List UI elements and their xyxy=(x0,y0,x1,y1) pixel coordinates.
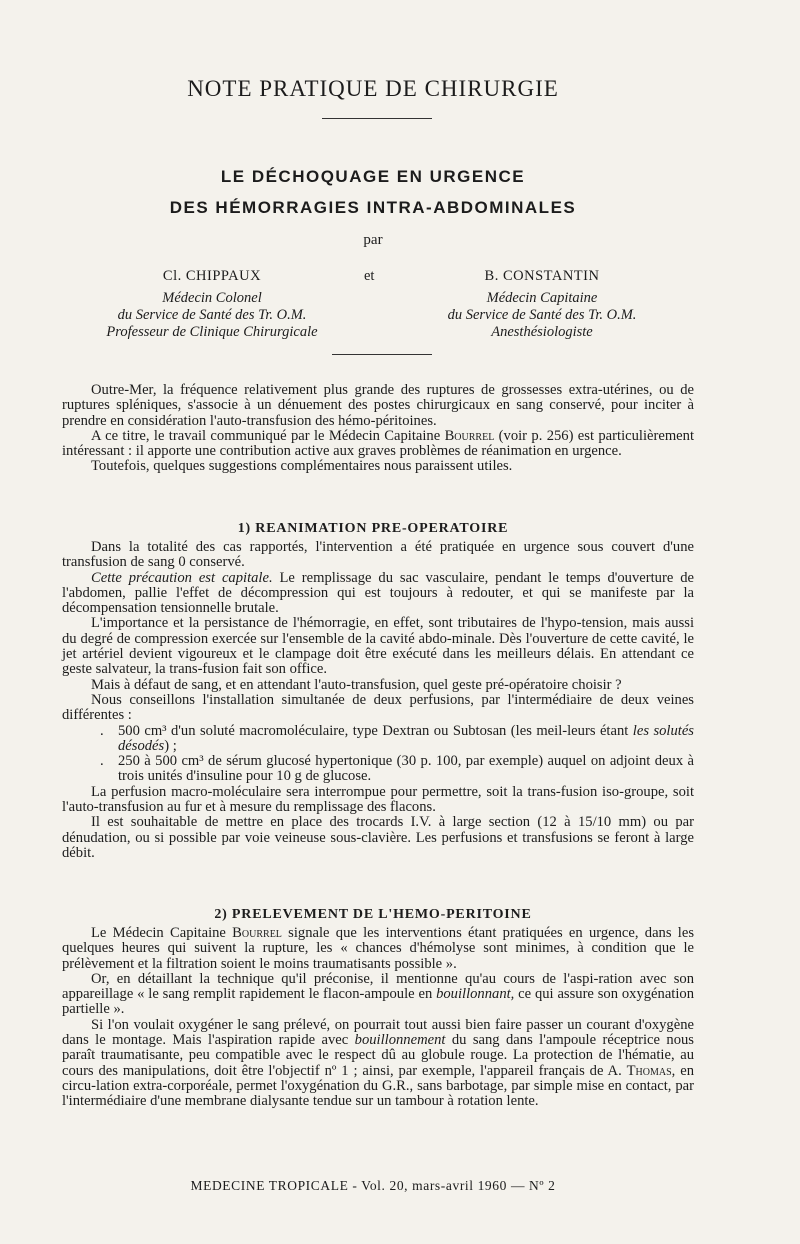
section-heading-2: 2) PRELEVEMENT DE L'HEMO-PERITOINE xyxy=(214,907,532,922)
paragraph: Il est souhaitable de mettre en place des trocards I.V. à large section (12 à 15/10 mm) ou par dénudation, ou si possible par voie veineuse sous-clavière. Les perfusions et transfusions se feront à large débit. xyxy=(62,814,694,861)
paragraph: Outre-Mer, la fréquence relativement plus grande des ruptures de grossesses extra-utérines, ou de ruptures spléniques, s'associe à un dénuement des postes chirurgicaux en sang conservé, pour inciter à prendre en considération l'auto-transfusion des hémo-péritoines. xyxy=(62,382,694,429)
paragraph: Si l'on voulait oxygéner le sang prélevé, on pourrait tout aussi bien faire passer un courant d'oxygène dans le montage. Mais l'aspiration rapide avec bouillonnement du sang dans l'ampoule réceptrice nous paraît traumatisante, peu compatible avec le respect dû au globule rouge. La protection de l'hématie, au cours des manipulations, doit être l'objectif nº 1 ; ainsi, par exemple, l'appareil français de A. Thomas, en circu-lation extra-corporéale, permet l'oxygénation du G.R., sans barbotage, par simple mise en contact, par l'intermédiaire d'une membrane dialysante tendue sur un tambour à rotation lente. xyxy=(62,1016,694,1110)
author-role: Professeur de Clinique Chirurgicale xyxy=(106,324,318,340)
list-item: . 250 à 500 cm³ de sérum glucosé hypertonique (30 p. 100, par exemple) auquel on adjoint deux à trois unités d'insuline pour 10 g de glucose. xyxy=(100,753,694,785)
list-item: . 500 cm³ d'un soluté macromoléculaire, type Dextran ou Subtosan (les meil-leurs étant les solutés désodés) ; xyxy=(100,722,694,754)
bullet: . xyxy=(100,722,104,739)
paragraph: L'importance et la persistance de l'hémorragie, en effet, sont tributaires de l'hypo-tension, mais aussi du degré de compression exercée sur l'ensemble de la cavité abdo-minale. Dès l'ouverture de cette cavité, le jet artériel devient vigoureux et le clampage doit être exécuté dans les meilleurs délais. En attendant ce geste salvateur, la trans-fusion fait son office. xyxy=(62,615,694,678)
author-reference: Thomas xyxy=(626,1062,672,1079)
author-constantin xyxy=(392,268,692,341)
journal-footer: MEDECINE TROPICALE - Vol. 20, mars-avril 1960 — Nº 2 xyxy=(190,1178,556,1193)
article-title-line-1: LE DÉCHOQUAGE EN URGENCE xyxy=(220,167,526,186)
author-reference: Bourrel xyxy=(444,427,495,444)
paragraph: Or, en détaillant la technique qu'il préconise, il mentionne qu'au cours de l'aspi-ration avec son appareillage « le sang remplit rapidement le flacon-ampoule en bouillonnant, ce qui assure son oxygénation partielle ». xyxy=(62,970,694,1018)
authors-divider xyxy=(332,354,432,355)
author-name: Cl. CHIPPAUX xyxy=(162,268,262,284)
paragraph: Dans la totalité des cas rapportés, l'intervention a été pratiquée en urgence sous couvert d'une transfusion de sang 0 conservé. xyxy=(62,539,694,571)
section-2-body xyxy=(62,926,694,1110)
author-role: Médecin Capitaine xyxy=(486,290,598,306)
rubric-title: NOTE PRATIQUE DE CHIRURGIE xyxy=(187,76,559,101)
author-conjunction: et xyxy=(364,268,375,284)
author-chippaux xyxy=(62,268,362,341)
paragraph: La perfusion macro-moléculaire sera interrompue pour permettre, soit la trans-fusion iso-groupe, soit l'auto-transfusion au fur et à mesure du remplissage des flacons. xyxy=(62,783,694,816)
paragraph: Mais à défaut de sang, et en attendant l'auto-transfusion, quel geste pré-opératoire choisir ? xyxy=(91,676,622,693)
author-role: Médecin Colonel xyxy=(162,290,262,306)
paragraph: A ce titre, le travail communiqué par le Médecin Capitaine Bourrel (voir p. 256) est particulièrement intéressant : il apporte une contribution active aux graves problèmes de réanimation en urgence. xyxy=(62,427,694,460)
author-role: du Service de Santé des Tr. O.M. xyxy=(447,307,637,323)
author-role: du Service de Santé des Tr. O.M. xyxy=(117,307,307,323)
section-heading-1: 1) REANIMATION PRE-OPERATOIRE xyxy=(237,521,509,536)
author-reference: Bourrel xyxy=(232,925,282,941)
paragraph: Cette précaution est capitale. Le remplissage du sac vasculaire, pendant le temps d'ouverture de l'abdomen, pallie l'effet de décompression qui est toujours à redouter, et qui se manifeste par la décompensation tensionnelle brutale. xyxy=(62,569,694,617)
section-1-body xyxy=(62,540,694,861)
paragraph: Le Médecin Capitaine Bourrel signale que les interventions étant pratiquées en urgence, dans les quelques heures qui suivent la rupture, les « chances d'hémolyse sont minimes, à condition que le prélèvement et la filtration soient le moins traumatisants possible ». xyxy=(62,925,694,972)
paragraph: Toutefois, quelques suggestions complémentaires nous paraissent utiles. xyxy=(91,458,513,475)
introduction xyxy=(62,383,694,475)
article-title-line-2: DES HÉMORRAGIES INTRA-ABDOMINALES xyxy=(169,198,577,217)
author-name: B. CONSTANTIN xyxy=(484,268,600,284)
bullet: . xyxy=(100,753,104,770)
title-divider xyxy=(322,118,432,119)
author-role: Anesthésiologiste xyxy=(491,324,593,340)
by-line: par xyxy=(363,232,383,248)
paragraph: Nous conseillons l'installation simultanée de deux perfusions, par l'intermédiaire de deux veines différentes : xyxy=(62,691,694,724)
